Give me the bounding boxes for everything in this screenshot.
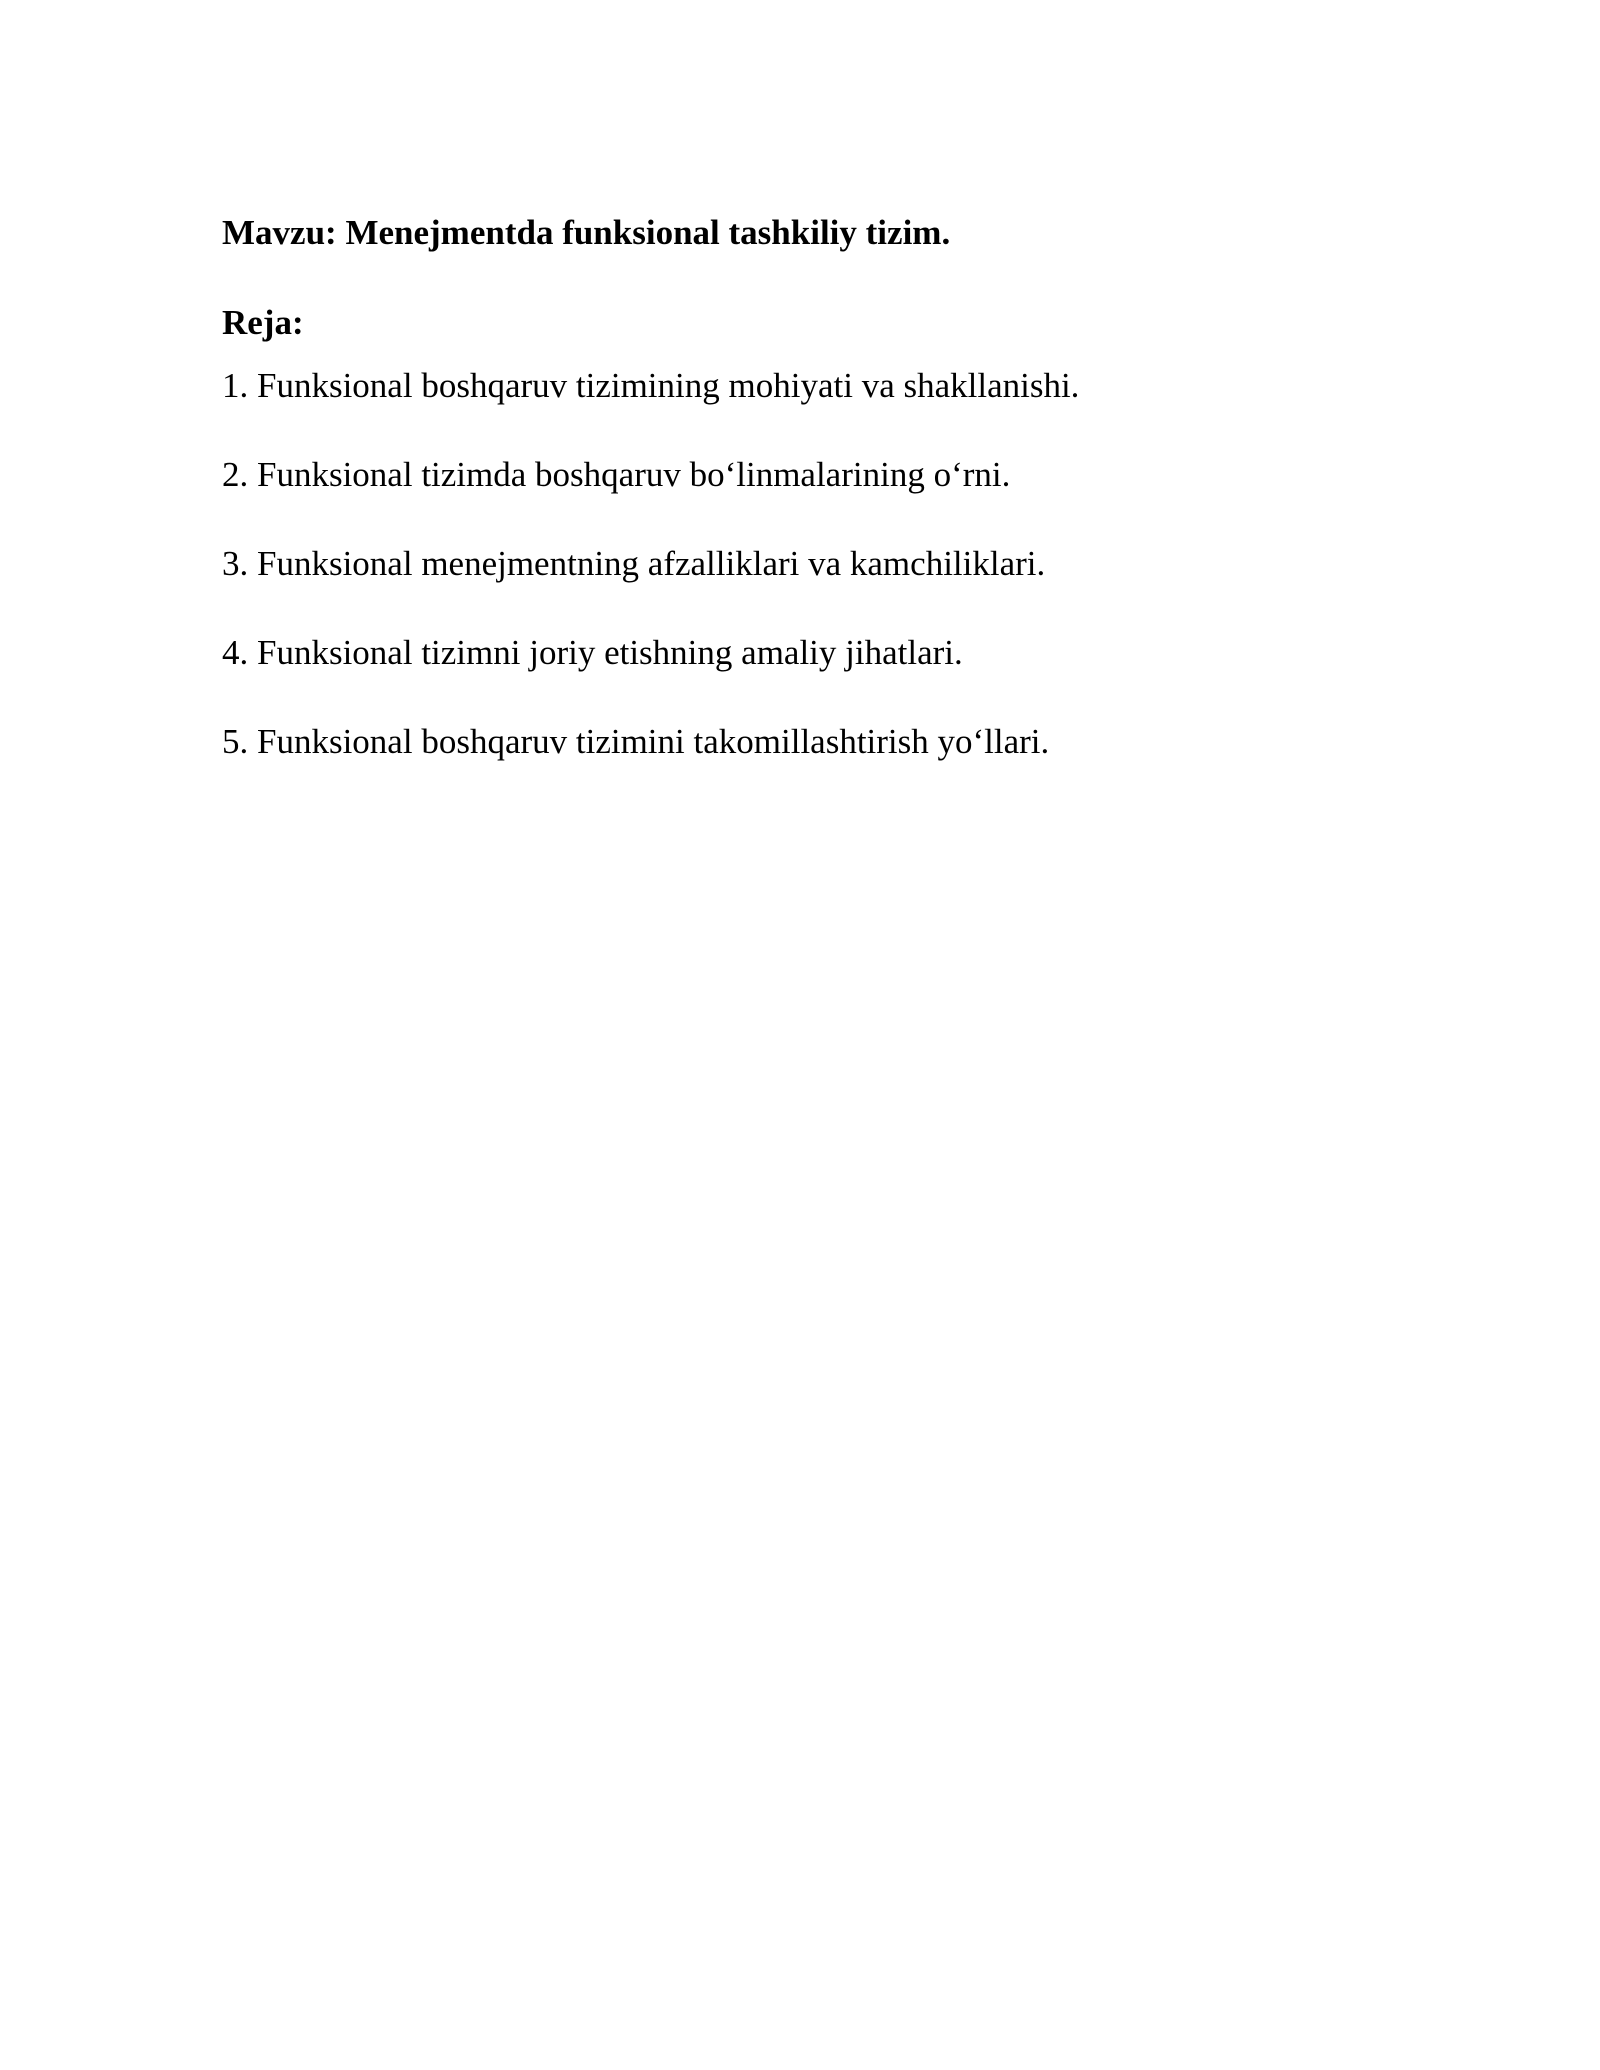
document-topic: Mavzu: Menejmentda funksional tashkiliy tizim. [222,213,951,252]
plan-item: 3. Funksional menejmentning afzalliklari va kamchiliklari. [222,544,1046,583]
plan-item: 1. Funksional boshqaruv tizimining mohiyati va shakllanishi. [222,366,1080,405]
plan-heading: Reja: [222,303,304,342]
plan-item: 2. Funksional tizimda boshqaruv bo‘linmalarining o‘rni. [222,455,1011,494]
plan-list [222,361,1372,767]
plan-item: 4. Funksional tizimni joriy etishning amaliy jihatlari. [222,633,963,672]
plan-item: 5. Funksional boshqaruv tizimini takomillashtirish yo‘llari. [222,722,1050,761]
document-body [222,208,1372,806]
